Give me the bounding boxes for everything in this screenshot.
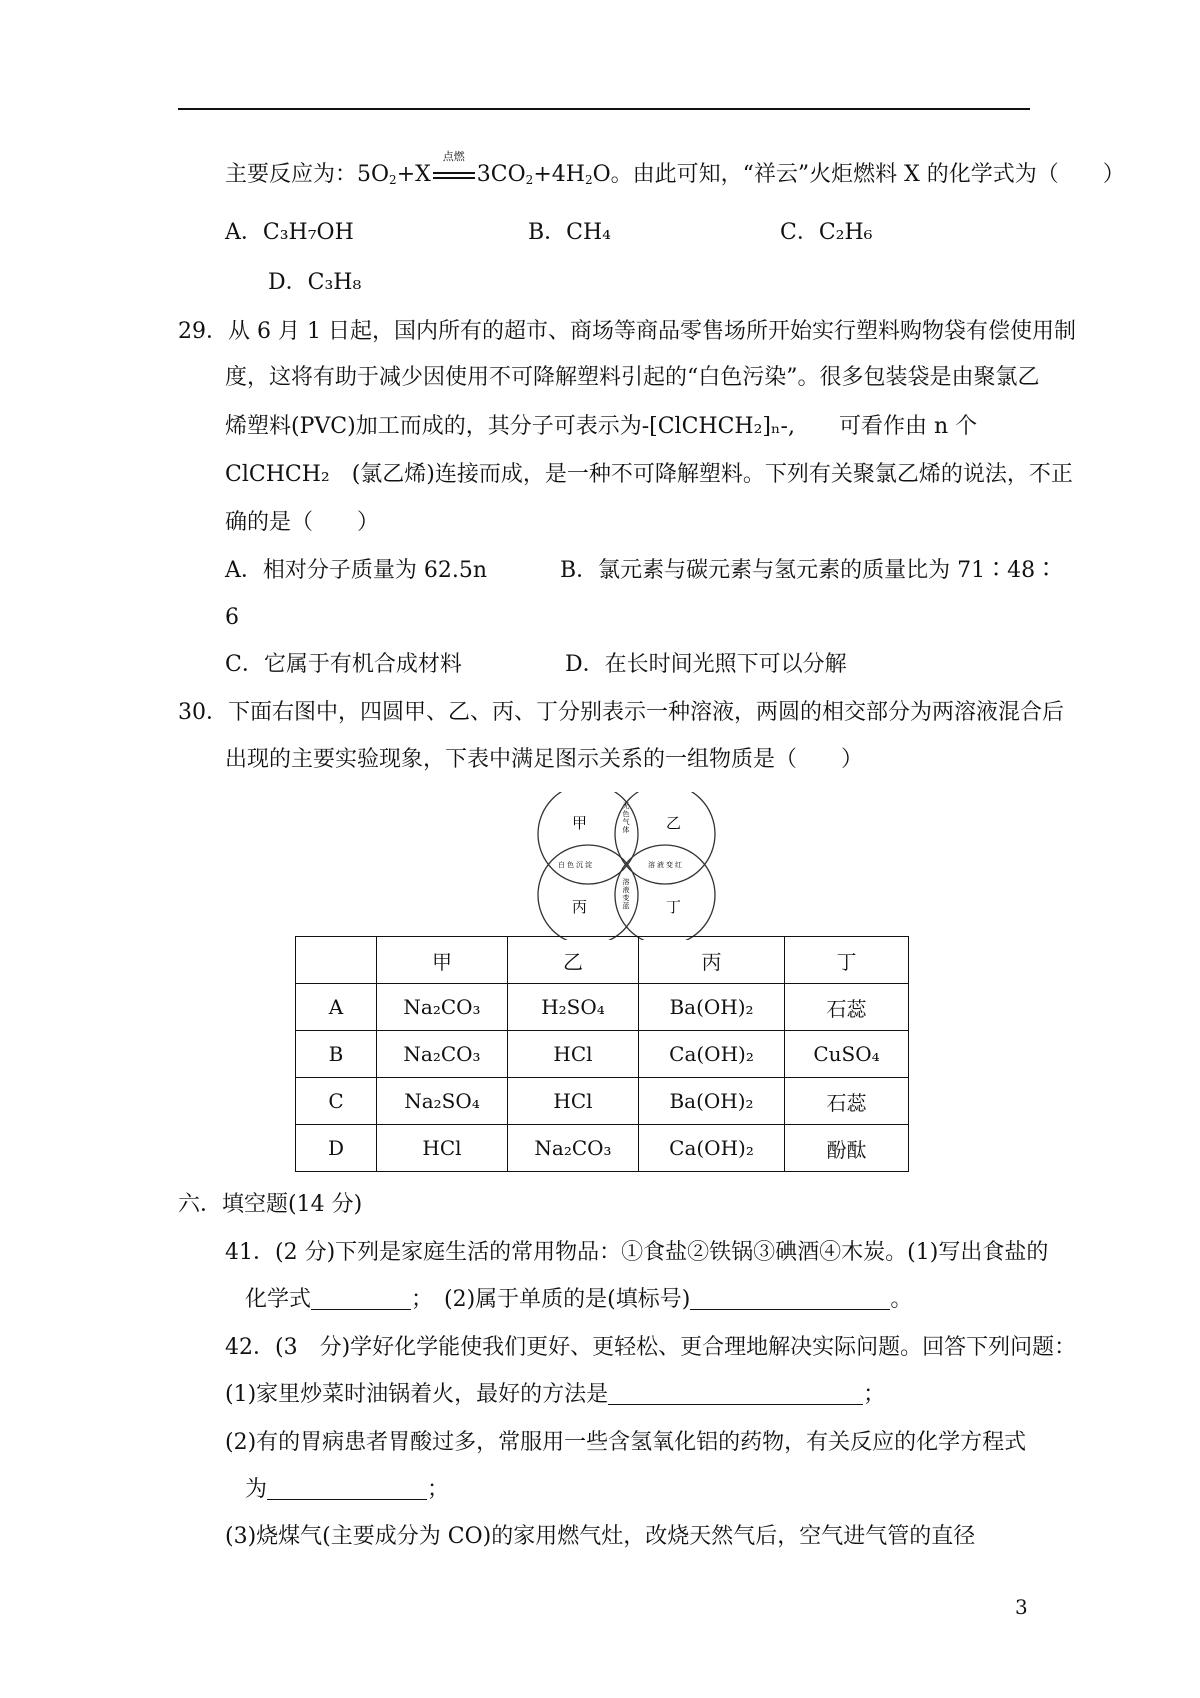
q42-part3: (3)烧煤气(主要成分为 CO)的家用燃气灶，改烧天然气后，空气进气管的直径 (225, 1524, 976, 1549)
reaction-equation-line: 主要反应为：$5O_2+X$ 点燃 $3CO_2+4H_2O$。由此可知，“祥云”火炬燃料 X 的化学式为（ ） (225, 150, 1125, 187)
q42-part2: (2)有的胃病患者胃酸过多，常服用一些含氢氧化铝的药物，有关反应的化学方程式 (225, 1430, 1027, 1455)
phenomenon-turns-blue: 溶液变蓝 (622, 878, 630, 910)
table-row (296, 1125, 909, 1172)
table-header-cell: 丁 (785, 937, 909, 984)
q42-part2b (245, 1475, 449, 1505)
label-bing: 丙 (572, 898, 588, 916)
q42-part1-text: (1)家里炒菜时油锅着火，最好的方法是 (225, 1382, 609, 1407)
table-cell: Na₂CO₃ (377, 1031, 508, 1078)
q41-line2-c: 。 (890, 1287, 913, 1312)
answer-blank-element[interactable] (690, 1289, 890, 1310)
phenomenon-colorless-gas: 无色气体 (622, 802, 630, 834)
table-cell: Na₂SO₄ (377, 1078, 508, 1125)
table-row (296, 1031, 909, 1078)
label-yi: 乙 (666, 814, 682, 832)
q29-line4: ClCHCH₂ (氯乙烯)连接而成，是一种不可降解塑料。下列有关聚氯乙烯的说法，不正 (225, 462, 1073, 487)
phenomenon-white-precipitate: 白色沉淀 (558, 861, 594, 869)
table-row (296, 1078, 909, 1125)
table-cell: B (296, 1031, 377, 1078)
table-header-cell: 乙 (508, 937, 639, 984)
q41-line1: 41．(2 分)下列是家庭生活的常用物品：①食盐②铁锅③碘酒④木炭。(1)写出食盐的 (225, 1240, 1049, 1265)
section-title: 六．填空题(14 分) (178, 1192, 363, 1217)
prev-option-a: A．C₃H₇OH (225, 220, 354, 245)
table-header-row (296, 937, 909, 984)
table-cell: Ba(OH)₂ (639, 1078, 785, 1125)
table-cell: HCl (508, 1078, 639, 1125)
table-cell: Ca(OH)₂ (639, 1125, 785, 1172)
answer-blank-formula[interactable] (311, 1289, 411, 1310)
q29-line5: 确的是（ ） (225, 510, 380, 535)
page-number: 3 (1015, 1595, 1028, 1619)
q41-line2-b: ； (2)属于单质的是(填标号) (411, 1287, 691, 1312)
table-cell: HCl (508, 1031, 639, 1078)
q29-option-c: C．它属于有机合成材料 (225, 652, 462, 677)
answer-blank-fire[interactable] (608, 1384, 863, 1405)
table-header-cell: 甲 (377, 937, 508, 984)
table-cell: C (296, 1078, 377, 1125)
prev-option-c: C．C₂H₆ (780, 220, 873, 245)
reaction-condition: 点燃 (442, 150, 465, 163)
table-cell: Ba(OH)₂ (639, 984, 785, 1031)
q29-option-a: A．相对分子质量为 62.5n (225, 558, 488, 583)
table-cell: H₂SO₄ (508, 984, 639, 1031)
q42-part1 (225, 1380, 885, 1410)
table-cell: 酚酞 (785, 1125, 909, 1172)
q42-line1: 42．(3 分)学好化学能使我们更好、更轻松、更合理地解决实际问题。回答下列问题： (225, 1335, 1077, 1360)
table-cell: D (296, 1125, 377, 1172)
q29-option-d: D．在长时间光照下可以分解 (565, 652, 847, 677)
table-cell: 石蕊 (785, 1078, 909, 1125)
q30-options-table (295, 936, 909, 1172)
q42-part1-end: ； (863, 1382, 886, 1407)
prev-option-d: D．C₃H₈ (268, 270, 362, 295)
table-cell: HCl (377, 1125, 508, 1172)
q29-line2: 度，这将有助于减少因使用不可降解塑料引起的“白色污染”。很多包装袋是由聚氯乙 (225, 365, 1040, 390)
table-row (296, 984, 909, 1031)
table-cell: CuSO₄ (785, 1031, 909, 1078)
q30-line1: 30．下面右图中，四圆甲、乙、丙、丁分别表示一种溶液，两圆的相交部分为两溶液混合后 (178, 700, 1064, 725)
prev-option-b: B．CH₄ (528, 220, 612, 245)
header-rule (178, 108, 1030, 110)
q42-part2b-text: 为 (245, 1477, 268, 1502)
answer-blank-equation[interactable] (267, 1479, 427, 1500)
table-header-cell: 丙 (639, 937, 785, 984)
label-ding: 丁 (666, 898, 682, 916)
table-cell: Na₂CO₃ (508, 1125, 639, 1172)
q30-line2: 出现的主要实验现象，下表中满足图示关系的一组物质是（ ） (225, 747, 864, 772)
reaction-x: +X (396, 162, 431, 187)
circle-ding (615, 845, 715, 940)
table-header-cell (296, 937, 377, 984)
q29-option-b-cont: 6 (225, 605, 239, 630)
table-cell: A (296, 984, 377, 1031)
table-cell: 石蕊 (785, 984, 909, 1031)
reaction-suffix: O。由此可知，“祥云”火炬燃料 X 的化学式为（ ） (592, 162, 1125, 187)
table-cell: Na₂CO₃ (377, 984, 508, 1031)
reaction-condition-arrow (431, 150, 477, 185)
table-cell: Ca(OH)₂ (639, 1031, 785, 1078)
q42-part2b-end: ； (427, 1477, 450, 1502)
q29-option-b: B．氯元素与碳元素与氢元素的质量比为 71∶48∶ (560, 558, 1058, 583)
q41-line2-a: 化学式 (245, 1287, 312, 1312)
venn-diagram (530, 792, 730, 940)
label-jia: 甲 (572, 814, 588, 832)
q29-line1: 29．从 6 月 1 日起，国内所有的超市、商场等商品零售场所开始实行塑料购物袋有偿使用制 (178, 319, 1076, 344)
reaction-water: +4H (533, 162, 585, 187)
phenomenon-turns-red: 溶液变红 (648, 861, 684, 869)
q41-line2 (245, 1285, 912, 1315)
q29-line3: 烯塑料(PVC)加工而成的，其分子可表示为-[ClCHCH₂]ₙ-, 可看作由 n 个 (225, 414, 978, 439)
reaction-products: 3CO (476, 162, 526, 187)
reaction-prefix: 主要反应为：5O (225, 162, 390, 187)
